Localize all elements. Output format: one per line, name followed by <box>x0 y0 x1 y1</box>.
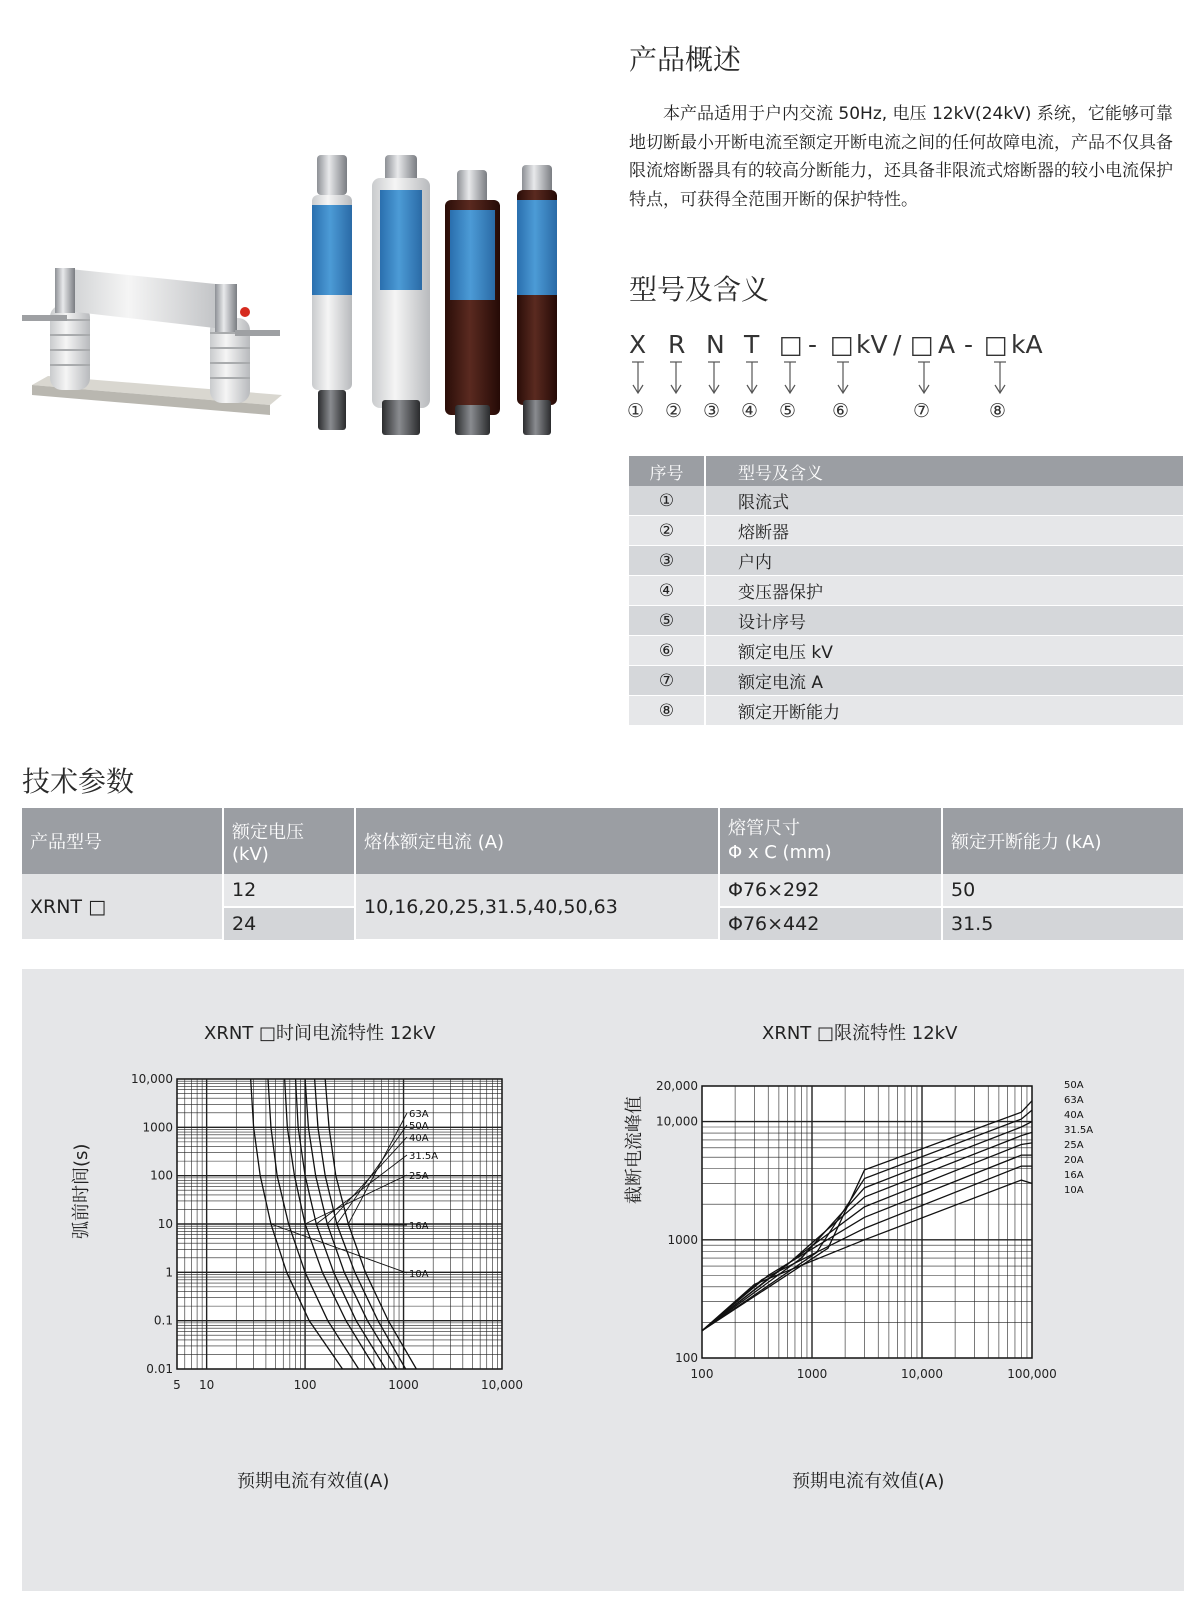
header-breaking: 额定开断能力 (kA) <box>942 808 1183 874</box>
header-size <box>719 808 942 874</box>
series-label: 50A <box>1064 1080 1084 1091</box>
series-label: 10A <box>1064 1185 1084 1196</box>
marker: ③ <box>703 400 721 422</box>
row-meaning: 熔断器 <box>705 516 1183 546</box>
x-tick-label: 100 <box>293 1378 317 1392</box>
table-row <box>629 486 1183 516</box>
row-no: ⑤ <box>629 606 705 636</box>
table-row <box>629 516 1183 546</box>
y-tick-label: 20,000 <box>656 1079 698 1093</box>
model-meaning-table <box>629 456 1183 726</box>
y-tick-label: 10 <box>157 1217 173 1231</box>
chart1-plot <box>82 1064 562 1464</box>
y-tick-label: 10,000 <box>656 1114 698 1129</box>
header-size-line1: 熔管尺寸 <box>728 818 800 839</box>
chart2-xlabel: 预期电流有效值(A) <box>792 1471 945 1492</box>
code-part: R <box>668 330 686 359</box>
series-label: 16A <box>409 1221 429 1232</box>
series-label: 63A <box>409 1109 429 1120</box>
series-label: 10A <box>409 1269 429 1280</box>
header-model: 产品型号 <box>22 808 223 874</box>
row-meaning: 户内 <box>705 546 1183 576</box>
x-tick-label: 10 <box>198 1378 215 1392</box>
down-arrow-icon <box>745 360 759 396</box>
chart2-ylabel: 截断电流峰值 <box>624 1096 645 1204</box>
code-part: T <box>744 330 760 359</box>
series-label: 40A <box>1064 1110 1084 1121</box>
down-arrow-icon <box>993 360 1007 396</box>
table-row <box>629 666 1183 696</box>
chart1-title: XRNT □时间电流特性 12kV <box>204 1023 436 1044</box>
table-row <box>629 636 1183 666</box>
code-part: □ <box>984 330 1008 359</box>
row-no: ② <box>629 516 705 546</box>
down-arrow-icon <box>917 360 931 396</box>
chart2-plot <box>602 1064 1142 1464</box>
y-tick-label: 0.1 <box>153 1313 173 1328</box>
marker: ② <box>665 400 683 422</box>
series-label: 20A <box>1064 1155 1084 1166</box>
chart2-title: XRNT □限流特性 12kV <box>762 1023 958 1044</box>
marker: ⑥ <box>832 400 850 422</box>
row-meaning: 额定电流 A <box>705 666 1183 696</box>
cell-current: 10,16,20,25,31.5,40,50,63 <box>355 874 719 940</box>
series-label: 50A <box>409 1121 429 1132</box>
x-tick-label: 10,000 <box>901 1367 943 1381</box>
down-arrow-icon <box>783 360 797 396</box>
overview-text: 本产品适用于户内交流 50Hz, 电压 12kV(24kV) 系统，它能够可靠地切断最小开断电流至额定开断电流之间的任何故障电流，产品不仅具备限流熔断器具有的较高分断能力，还具备非限流式熔断器的较小电流保护特点，可获得全范围开断的保护特性。 <box>629 104 1173 210</box>
row-meaning: 额定电压 kV <box>705 636 1183 666</box>
row-meaning: 变压器保护 <box>705 576 1183 606</box>
header-current: 熔体额定电流 (A) <box>355 808 719 874</box>
header-no: 序号 <box>629 456 705 486</box>
cell-voltage: 24 <box>223 907 355 940</box>
tech-title: 技术参数 <box>22 765 135 798</box>
table-row <box>629 606 1183 636</box>
y-tick-label: 100 <box>675 1351 698 1365</box>
header-meaning: 型号及含义 <box>705 456 1183 486</box>
marker: ① <box>627 400 645 422</box>
table-row <box>22 874 1183 907</box>
code-part: / <box>893 330 902 359</box>
row-no: ⑧ <box>629 696 705 726</box>
cell-size: Φ76×442 <box>719 907 942 940</box>
table-header-row <box>22 808 1183 874</box>
chart1-xlabel: 预期电流有效值(A) <box>237 1471 390 1492</box>
row-meaning: 额定开断能力 <box>705 696 1183 726</box>
x-tick-label: 1000 <box>388 1378 419 1392</box>
code-part: - <box>808 330 818 359</box>
row-no: ③ <box>629 546 705 576</box>
x-tick-label: 100 <box>690 1367 714 1381</box>
x-tick-label: 1000 <box>796 1367 828 1381</box>
series-label: 16A <box>1064 1170 1084 1181</box>
y-tick-label: 100 <box>150 1168 173 1183</box>
x-tick-label: 5 <box>173 1378 181 1392</box>
marker: ⑤ <box>779 400 797 422</box>
table-row <box>629 546 1183 576</box>
marker: ⑧ <box>989 400 1007 422</box>
row-no: ⑦ <box>629 666 705 696</box>
model-code <box>0 330 1200 370</box>
y-tick-label: 10,000 <box>131 1072 173 1086</box>
code-part: A <box>938 330 956 359</box>
y-tick-label: 1000 <box>667 1232 698 1247</box>
header-size-line2: Φ x C (mm) <box>728 842 832 863</box>
chart1-ylabel: 弧前时间(s) <box>71 1143 92 1239</box>
marker: ④ <box>741 400 759 422</box>
x-tick-label: 10,000 <box>481 1378 523 1392</box>
series-label: 31.5A <box>409 1151 439 1162</box>
down-arrow-icon <box>669 360 683 396</box>
code-part: □ <box>910 330 934 359</box>
y-tick-label: 1 <box>165 1265 173 1280</box>
series-label: 25A <box>1064 1140 1084 1151</box>
row-no: ① <box>629 486 705 516</box>
series-label: 40A <box>409 1133 429 1144</box>
y-tick-label: 0.01 <box>146 1362 173 1376</box>
marker: ⑦ <box>913 400 931 422</box>
code-part: X <box>629 330 647 359</box>
code-part: kA <box>1011 330 1043 359</box>
cell-size: Φ76×292 <box>719 874 942 907</box>
row-meaning: 设计序号 <box>705 606 1183 636</box>
down-arrow-icon <box>707 360 721 396</box>
cell-breaking: 50 <box>942 874 1183 907</box>
charts-panel <box>22 969 1184 1591</box>
table-header-row <box>629 456 1183 486</box>
row-no: ④ <box>629 576 705 606</box>
cell-voltage: 12 <box>223 874 355 907</box>
overview-title: 产品概述 <box>629 43 742 76</box>
code-part: □ <box>779 330 803 359</box>
code-part: N <box>706 330 725 359</box>
cell-model: XRNT □ <box>22 874 223 940</box>
down-arrow-icon <box>836 360 850 396</box>
row-meaning: 限流式 <box>705 486 1183 516</box>
header-voltage: 额定电压 (kV) <box>223 808 355 874</box>
code-part: □ <box>830 330 854 359</box>
tech-table <box>22 808 1183 941</box>
series-label: 63A <box>1064 1095 1084 1106</box>
row-no: ⑥ <box>629 636 705 666</box>
model-title: 型号及含义 <box>629 273 770 306</box>
product-photo <box>20 150 600 450</box>
table-row <box>629 576 1183 606</box>
down-arrow-icon <box>631 360 645 396</box>
code-part: - <box>964 330 974 359</box>
series-label: 31.5A <box>1064 1125 1094 1136</box>
x-tick-label: 100,000 <box>1007 1367 1057 1381</box>
series-label: 25A <box>409 1171 429 1182</box>
cell-breaking: 31.5 <box>942 907 1183 940</box>
table-row <box>629 696 1183 726</box>
code-part: kV <box>856 330 888 359</box>
y-tick-label: 1000 <box>142 1120 173 1135</box>
